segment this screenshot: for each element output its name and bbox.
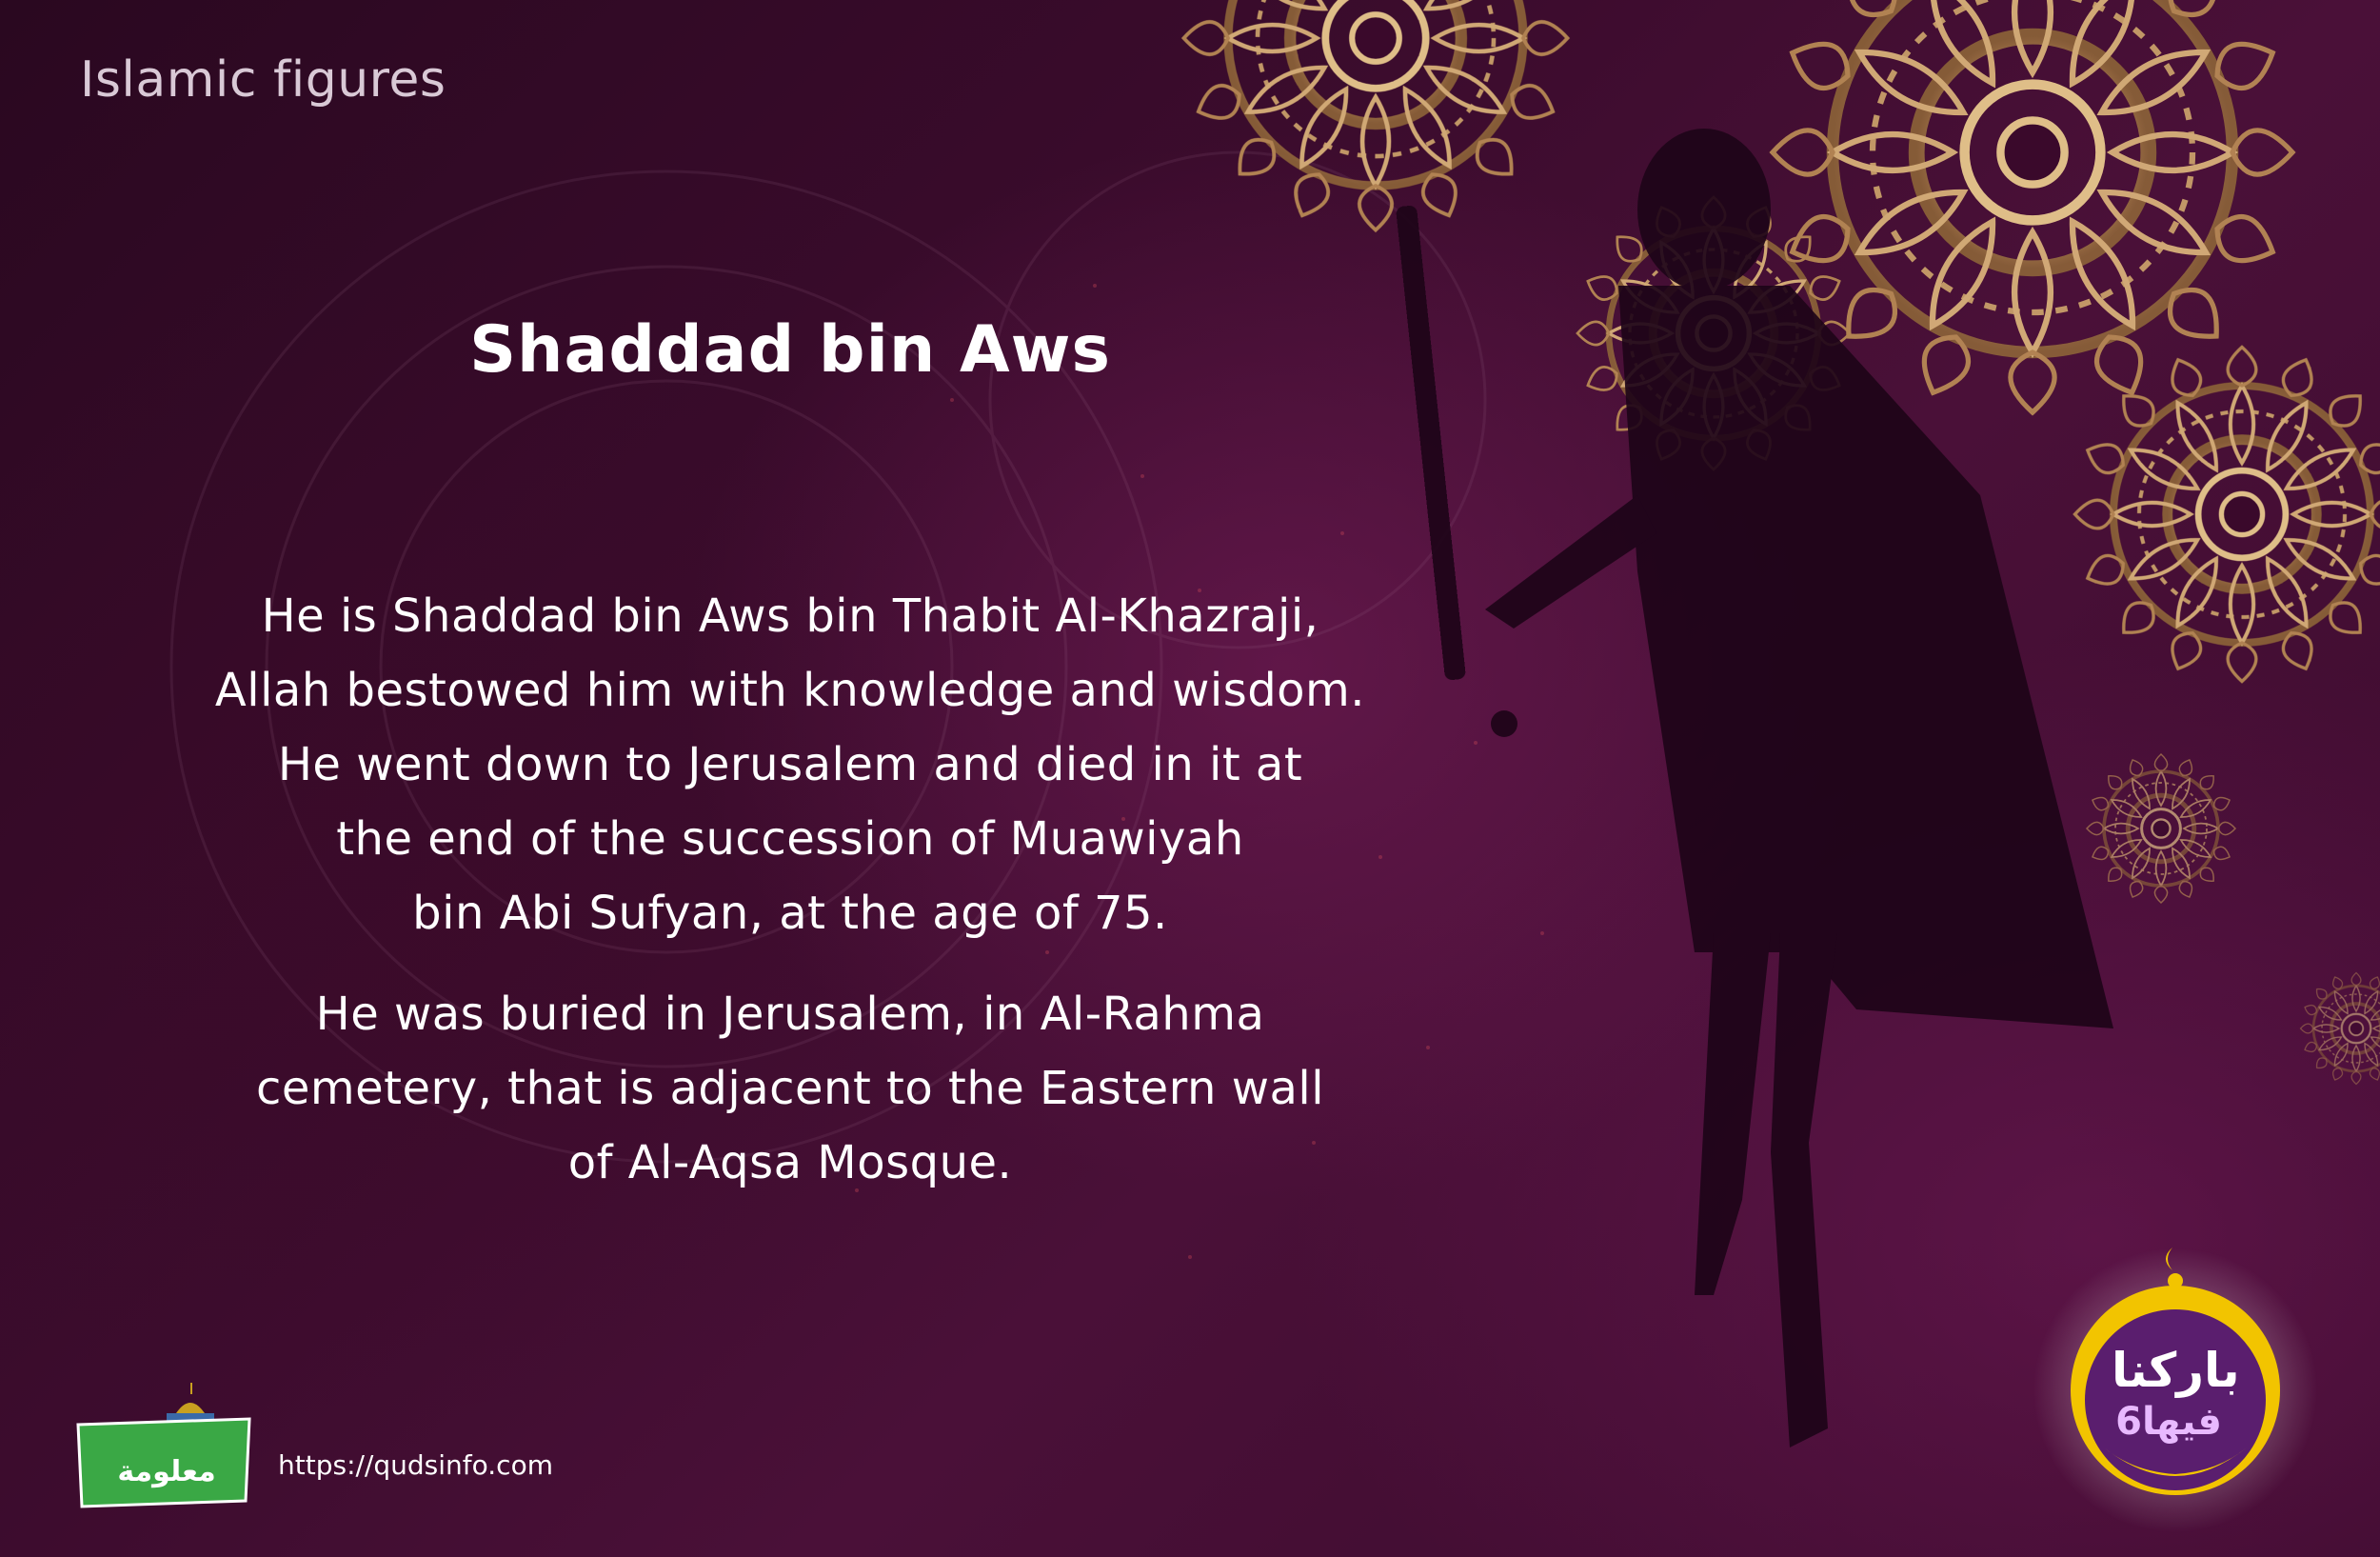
paragraph-line: cemetery, that is adjacent to the Eastern wall (255, 1062, 1325, 1115)
biography-paragraph-2 (95, 977, 1485, 1200)
category-label: Islamic figures (80, 51, 446, 109)
paragraph-line: the end of the succession of Muawiyah (336, 812, 1244, 866)
badge-text-line-1: باركنا (2112, 1343, 2240, 1398)
paragraph-line: He went down to Jerusalem and died in it at (277, 738, 1303, 791)
paragraph-line: He was buried in Jerusalem, in Al-Rahma (315, 988, 1265, 1041)
logo-text: معلومة (117, 1455, 216, 1488)
paragraph-line: of Al-Aqsa Mosque. (567, 1136, 1013, 1189)
paragraph-line: He is Shaddad bin Aws bin Thabit Al-Khazraji, (261, 589, 1319, 643)
paragraph-line: Allah bestowed him with knowledge and wisdom. (214, 664, 1366, 717)
badge-text-line-2: فيها6 (2115, 1400, 2222, 1444)
dome-of-the-rock-icon (167, 1383, 214, 1425)
website-link[interactable]: https://qudsinfo.com (278, 1449, 553, 1481)
biography-paragraph-1 (95, 579, 1485, 950)
page-title: Shaddad bin Aws (469, 312, 1111, 388)
paragraph-line: bin Abi Sufyan, at the age of 75. (412, 887, 1168, 940)
